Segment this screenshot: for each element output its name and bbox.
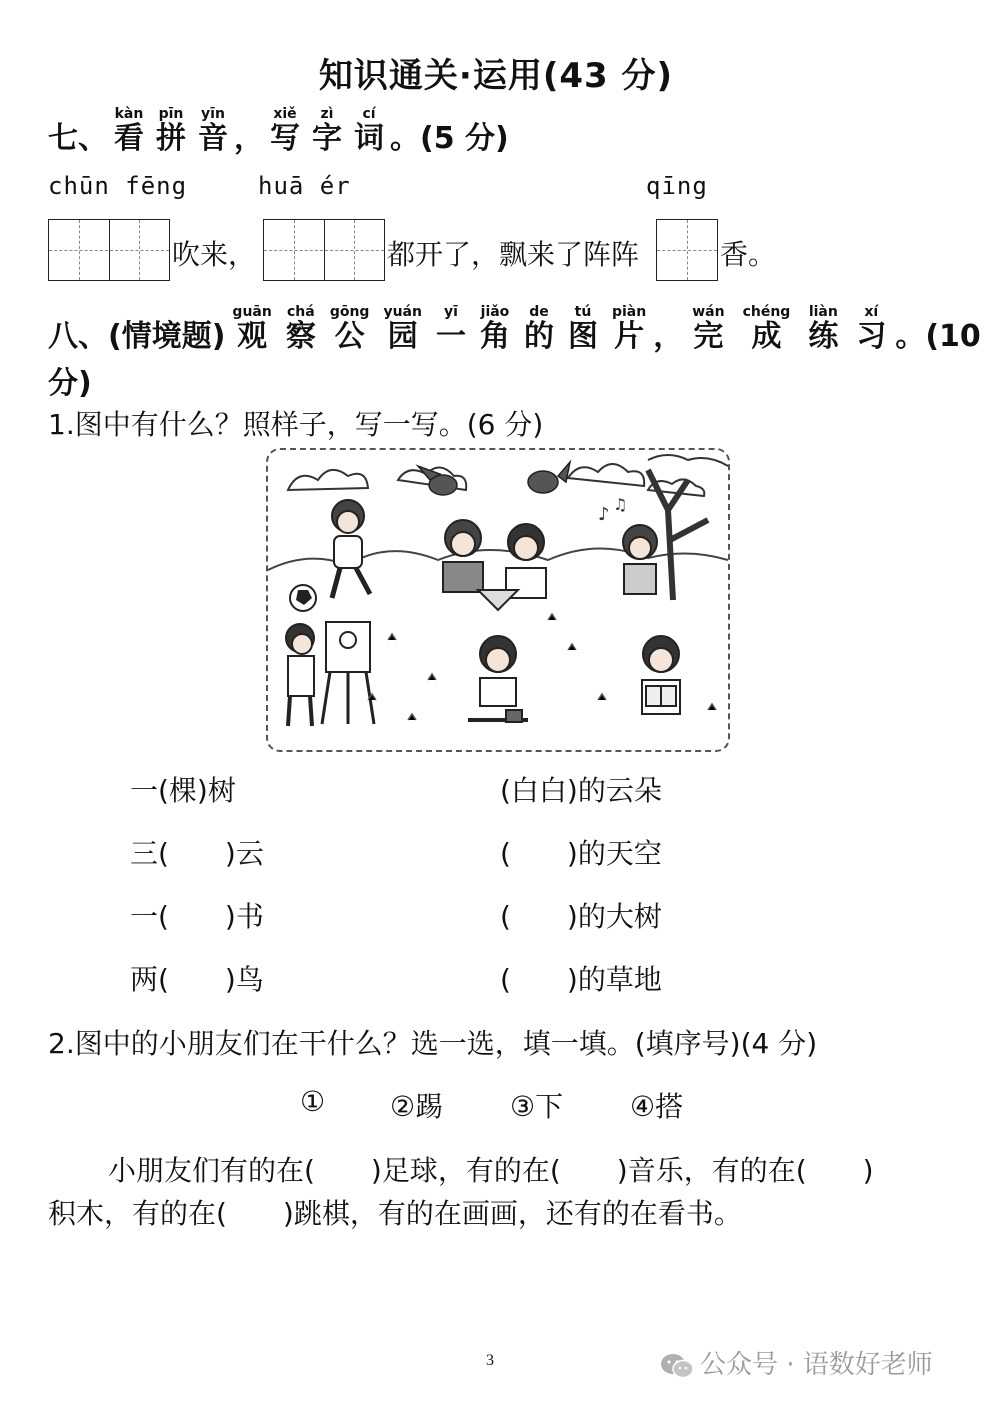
page-title: 知识通关·运用(43 分) (318, 56, 674, 96)
watermark-text: 公众号 · 语数好老师 (700, 1350, 933, 1380)
section8-ruby-b-pinyin-1: chéng (742, 304, 791, 320)
page-number: 3 (486, 1352, 494, 1369)
section7-ruby-a-pinyin-1: pīn (158, 106, 184, 122)
sentence-part1: 吹来， (172, 238, 257, 271)
section7-ruby-a-pinyin-2: yīn (201, 106, 225, 122)
svg-text:♪: ♪ (598, 504, 610, 525)
paragraph-line-2[interactable]: 积木，有的在( )跳棋，有的在画画，还有的在看书。 (48, 1197, 742, 1230)
section8-comma: ， (653, 319, 684, 354)
section8-ruby-a-hanzi-0: 观 (237, 319, 268, 354)
section7-ruby-b-pinyin-2: cí (362, 106, 376, 122)
sentence-part3: 香。 (720, 238, 777, 271)
section7-comma: ， (234, 121, 264, 156)
svg-text:♫: ♫ (613, 495, 628, 514)
section8-ruby-a-hanzi-8: 片 (614, 319, 645, 354)
q1-right-1: (白白)的云朵 (500, 774, 662, 807)
section7-ruby-a-pinyin-0: kàn (114, 106, 144, 122)
q1-left-4[interactable]: 两( )鸟 (130, 963, 264, 996)
section8-heading (48, 304, 981, 354)
q1-left-2[interactable]: 三( )云 (130, 837, 264, 870)
section8-ruby-a-hanzi-4: 一 (435, 319, 466, 354)
q1-right-3[interactable]: ( )的大树 (500, 900, 662, 933)
option-4: ④搭 (630, 1090, 684, 1123)
section8-ruby-b-pinyin-2: liàn (808, 304, 838, 320)
wechat-icon (660, 1352, 694, 1380)
section8-ruby-a-pinyin-2: gōng (329, 304, 370, 320)
section8-ruby-a-pinyin-8: piàn (611, 304, 647, 320)
section8-ruby-a-char-2 (330, 304, 370, 354)
section8-number: 八、 (48, 319, 108, 354)
tianzige-huaer[interactable] (263, 219, 385, 281)
section8-ruby-b-char-2 (808, 304, 838, 354)
section7-ruby-a-char-1 (156, 106, 186, 156)
section7-number: 七、 (48, 121, 108, 156)
section8-ruby-b-char-3 (856, 304, 886, 354)
option-2: ②踢 (390, 1090, 444, 1123)
section8-ruby-a-hanzi-7: 图 (567, 319, 598, 354)
q1-left-3[interactable]: 一( )书 (130, 900, 264, 933)
q1-right-4[interactable]: ( )的草地 (500, 963, 662, 996)
section7-ruby-b-hanzi-1: 字 (312, 121, 342, 156)
section8-ruby-b-hanzi-1: 成 (751, 319, 782, 354)
section7-ruby-b-pinyin-0: xiě (273, 106, 297, 122)
watermark (660, 1344, 933, 1381)
section8-ruby-a-hanzi-3: 园 (387, 319, 418, 354)
section7-ruby-a-hanzi-0: 看 (114, 121, 144, 156)
section8-tail: 。(10 (895, 319, 981, 354)
paragraph-line-1[interactable]: 小朋友们有的在( )足球，有的在( )音乐，有的在( ) (108, 1154, 874, 1187)
section8-ruby-a-char-3 (383, 304, 422, 354)
section8-ruby-a-pinyin-1: chá (286, 304, 315, 320)
pinyin-qing: qīng (646, 172, 708, 200)
q1-left-1: 一(棵)树 (130, 774, 236, 807)
section8-tag: (情境题) (108, 319, 226, 354)
tianzige-qing[interactable] (656, 219, 718, 281)
section8-ruby-a-hanzi-2: 公 (334, 319, 365, 354)
section8-ruby-b-char-0 (692, 304, 724, 354)
section7-ruby-b-hanzi-2: 词 (354, 121, 384, 156)
section8-ruby-b-char-1 (743, 304, 791, 354)
section8-ruby-a-pinyin-3: yuán (383, 304, 422, 320)
section7-ruby-a-hanzi-2: 音 (198, 121, 228, 156)
section7-heading (48, 106, 509, 156)
section8-tail2: 分) (48, 366, 92, 401)
question-1: 1.图中有什么？照样子，写一写。(6 分) (48, 408, 544, 441)
section8-ruby-a-pinyin-6: de (529, 304, 549, 320)
section8-ruby-b-hanzi-3: 习 (856, 319, 887, 354)
section7-ruby-b-char-2 (354, 106, 384, 156)
option-3: ③下 (510, 1090, 564, 1123)
section7-ruby-a-char-2 (198, 106, 228, 156)
section8-ruby-a-pinyin-4: yī (444, 304, 458, 320)
section8-ruby-b-pinyin-0: wán (692, 304, 725, 320)
section8-ruby-b-hanzi-0: 完 (693, 319, 724, 354)
section8-ruby-a-char-1 (286, 304, 316, 354)
pinyin-huaer: huā ér (258, 172, 351, 200)
section8-ruby-a-hanzi-5: 角 (479, 319, 510, 354)
section8-ruby-b-pinyin-3: xí (864, 304, 879, 320)
section8-ruby-b-hanzi-2: 练 (808, 319, 839, 354)
section8-ruby-a-pinyin-5: jiǎo (480, 304, 510, 320)
option-1: ① (300, 1085, 326, 1118)
section8-ruby-a-char-4 (436, 304, 466, 354)
section7-ruby-a-char-0 (114, 106, 144, 156)
section7-ruby-b-char-1 (312, 106, 342, 156)
section8-ruby-a-char-8 (612, 304, 646, 354)
section8-ruby-a-char-0 (232, 304, 271, 354)
section8-ruby-a-pinyin-0: guān (232, 304, 272, 320)
section7-ruby-b-char-0 (270, 106, 300, 156)
question-2: 2.图中的小朋友们在干什么？选一选，填一填。(填序号)(4 分) (48, 1027, 818, 1060)
section7-tail: 。(5 分) (390, 121, 509, 156)
section8-ruby-a-pinyin-7: tú (574, 304, 592, 320)
sentence-part2: 都开了，飘来了阵阵 (387, 238, 640, 271)
section8-ruby-a-char-5 (480, 304, 510, 354)
section8-ruby-a-char-7 (568, 304, 598, 354)
section8-ruby-a-hanzi-6: 的 (523, 319, 554, 354)
section7-ruby-b-hanzi-0: 写 (270, 121, 300, 156)
section8-ruby-a-hanzi-1: 察 (285, 319, 316, 354)
section7-ruby-a-hanzi-1: 拼 (156, 121, 186, 156)
section7-ruby-b-pinyin-1: zì (320, 106, 334, 122)
tianzige-chunfeng[interactable] (48, 219, 170, 281)
q1-right-2[interactable]: ( )的天空 (500, 837, 662, 870)
section8-ruby-a-char-6 (524, 304, 554, 354)
park-illustration (266, 448, 730, 752)
pinyin-chunfeng: chūn fēng (48, 172, 188, 200)
